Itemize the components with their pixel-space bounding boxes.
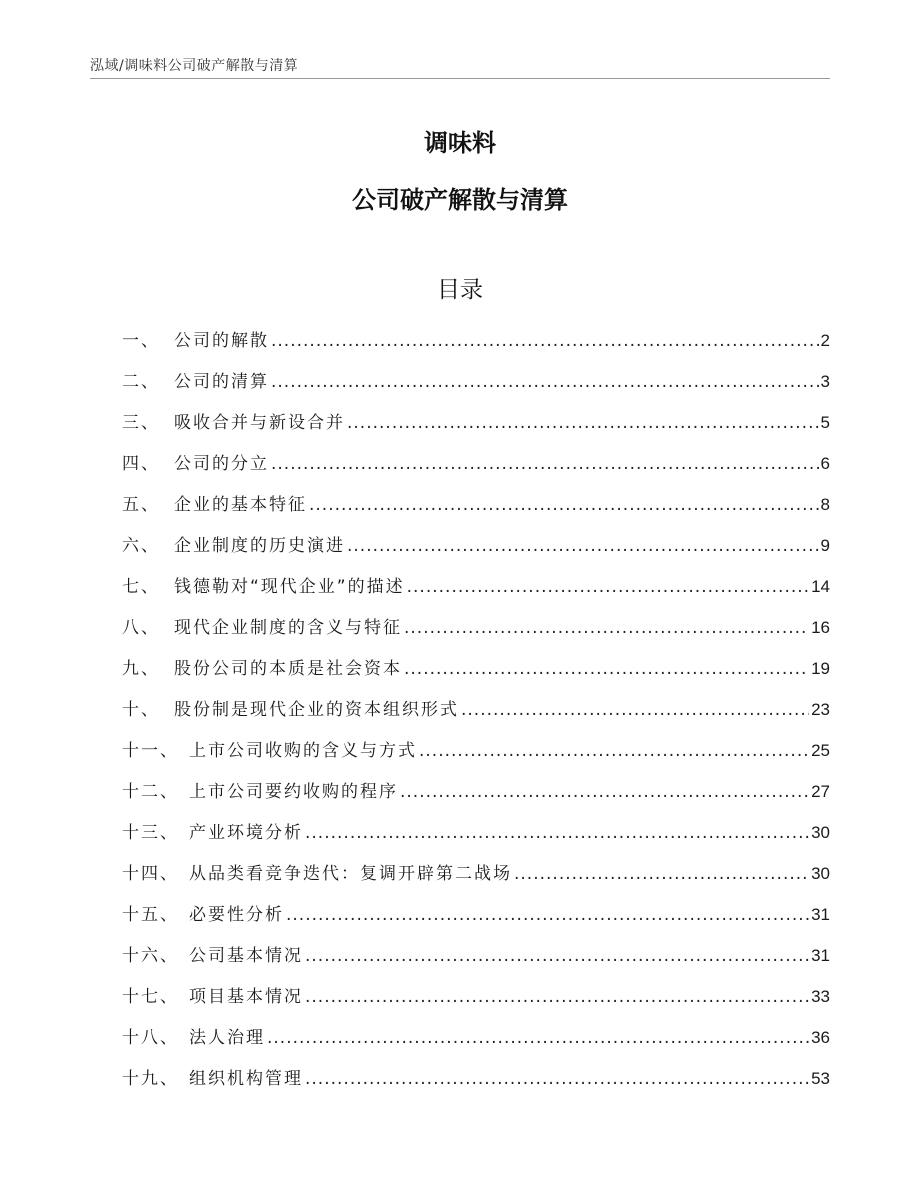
toc-entry-page: 30 [811, 823, 830, 842]
toc-entry-title: 现代企业制度的含义与特征 [174, 618, 402, 638]
toc-entry[interactable] [122, 443, 830, 484]
toc-entry-page: 23 [811, 700, 830, 719]
toc-entry-number: 十、 [122, 700, 160, 720]
toc-entry-number: 十三、 [122, 823, 179, 843]
toc-leader-dots [305, 1059, 809, 1100]
toc-leader-dots [347, 526, 819, 567]
toc-entry[interactable] [122, 689, 830, 730]
toc-leader-dots [461, 690, 809, 731]
toc-entry-number: 十七、 [122, 987, 179, 1007]
toc-leader-dots [407, 567, 809, 608]
toc-entry-number: 五、 [122, 495, 160, 515]
toc-entry-title: 上市公司收购的含义与方式 [189, 741, 417, 761]
toc-leader-dots [267, 1018, 809, 1059]
toc-entry-number: 四、 [122, 454, 160, 474]
toc-entry[interactable] [122, 771, 830, 812]
toc-entry[interactable] [122, 1058, 830, 1099]
toc-entry-number: 十八、 [122, 1028, 179, 1048]
toc-entry-title: 吸收合并与新设合并 [174, 413, 345, 433]
toc-leader-dots [271, 362, 819, 403]
toc-entry-title: 法人治理 [189, 1028, 265, 1048]
toc-heading: 目录 [437, 277, 483, 303]
toc-entry-number: 九、 [122, 659, 160, 679]
toc-entry-page: 6 [820, 454, 830, 473]
toc-entry-title: 产业环境分析 [189, 823, 303, 843]
toc-entry[interactable] [122, 320, 830, 361]
toc-entry[interactable] [122, 894, 830, 935]
toc-entry-page: 27 [811, 782, 830, 801]
toc-entry-title: 公司基本情况 [189, 946, 303, 966]
toc-entry[interactable] [122, 935, 830, 976]
toc-entry-page: 5 [820, 413, 830, 432]
toc-entry-title: 企业制度的历史演进 [174, 536, 345, 556]
toc-leader-dots [305, 977, 809, 1018]
toc-entry-page: 8 [820, 495, 830, 514]
toc-entry-title: 企业的基本特征 [174, 495, 307, 515]
toc-entry-title: 项目基本情况 [189, 987, 303, 1007]
toc-entry[interactable] [122, 976, 830, 1017]
toc-entry[interactable] [122, 525, 830, 566]
toc-entry-title: 从品类看竞争迭代：复调开辟第二战场 [189, 864, 512, 884]
table-of-contents [122, 320, 830, 1099]
toc-leader-dots [305, 813, 809, 854]
toc-entry[interactable] [122, 812, 830, 853]
toc-entry-page: 19 [811, 659, 830, 678]
toc-leader-dots [419, 731, 809, 772]
toc-leader-dots [271, 321, 819, 362]
toc-entry-page: 33 [811, 987, 830, 1006]
toc-leader-dots [514, 854, 809, 895]
document-title-line2: 公司破产解散与清算 [352, 186, 568, 214]
toc-leader-dots [347, 403, 819, 444]
toc-entry-page: 2 [820, 331, 830, 350]
toc-entry-title: 公司的清算 [174, 372, 269, 392]
toc-entry-number: 三、 [122, 413, 160, 433]
toc-leader-dots [286, 895, 809, 936]
toc-entry-page: 16 [811, 618, 830, 637]
toc-entry-number: 十四、 [122, 864, 179, 884]
toc-entry-number: 十六、 [122, 946, 179, 966]
toc-entry[interactable] [122, 853, 830, 894]
toc-entry-title: 股份制是现代企业的资本组织形式 [174, 700, 459, 720]
toc-leader-dots [404, 608, 809, 649]
toc-entry-title: 股份公司的本质是社会资本 [174, 659, 402, 679]
toc-entry-page: 25 [811, 741, 830, 760]
toc-entry-number: 二、 [122, 372, 160, 392]
toc-entry-page: 9 [820, 536, 830, 555]
toc-entry-number: 八、 [122, 618, 160, 638]
toc-entry-number: 十一、 [122, 741, 179, 761]
header-divider [90, 78, 830, 79]
toc-entry-page: 31 [811, 905, 830, 924]
toc-entry-page: 31 [811, 946, 830, 965]
toc-leader-dots [309, 485, 819, 526]
toc-entry-title: 钱德勒对“现代企业”的描述 [174, 577, 405, 597]
toc-entry[interactable] [122, 1017, 830, 1058]
toc-entry-number: 十五、 [122, 905, 179, 925]
toc-entry-number: 七、 [122, 577, 160, 597]
toc-entry[interactable] [122, 402, 830, 443]
toc-entry-title: 必要性分析 [189, 905, 284, 925]
toc-entry-page: 36 [811, 1028, 830, 1047]
toc-entry-title: 组织机构管理 [189, 1069, 303, 1089]
running-header: 泓域/调味料公司破产解散与清算 [90, 58, 299, 74]
toc-entry-number: 一、 [122, 331, 160, 351]
toc-entry[interactable] [122, 648, 830, 689]
toc-leader-dots [404, 649, 809, 690]
toc-entry[interactable] [122, 484, 830, 525]
toc-entry-page: 30 [811, 864, 830, 883]
toc-entry-number: 六、 [122, 536, 160, 556]
toc-leader-dots [305, 936, 809, 977]
toc-entry[interactable] [122, 730, 830, 771]
toc-entry-number: 十九、 [122, 1069, 179, 1089]
toc-entry[interactable] [122, 607, 830, 648]
toc-entry[interactable] [122, 361, 830, 402]
toc-entry-title: 公司的分立 [174, 454, 269, 474]
toc-entry-page: 53 [811, 1069, 830, 1088]
toc-entry-page: 3 [820, 372, 830, 391]
toc-entry-title: 公司的解散 [174, 331, 269, 351]
document-title-line1: 调味料 [424, 129, 496, 157]
toc-leader-dots [400, 772, 809, 813]
toc-entry-title: 上市公司要约收购的程序 [189, 782, 398, 802]
toc-entry-number: 十二、 [122, 782, 179, 802]
toc-leader-dots [271, 444, 819, 485]
toc-entry-page: 14 [811, 577, 830, 596]
toc-entry[interactable] [122, 566, 830, 607]
